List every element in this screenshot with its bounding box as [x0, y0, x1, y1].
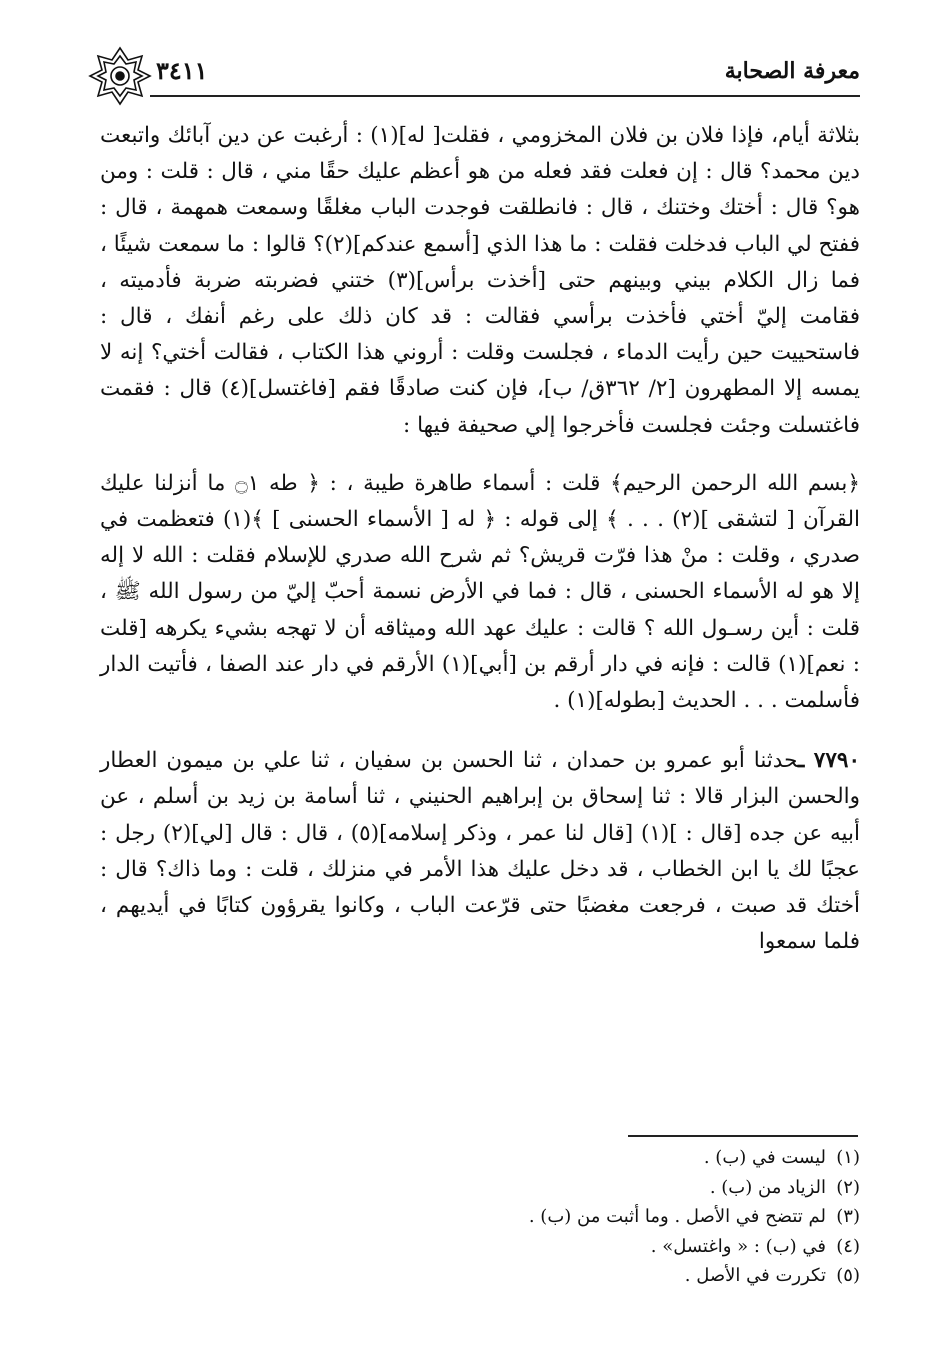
- footnote-number: (٤): [836, 1235, 860, 1257]
- footnote: [360, 1202, 860, 1232]
- paragraph-hadith: [100, 743, 860, 960]
- book-title: معرفة الصحابة: [724, 58, 860, 84]
- footnote-number: (٥): [836, 1265, 860, 1286]
- footnote-number: (٢): [836, 1176, 860, 1198]
- paragraph-quran: ﴿بسم الله الرحمن الرحيم﴾ قلت : أسماء طاهرة طيبة ، : ﴿ طه ۝١ ما أنزلنا عليك القرآن [ لتشقى ](٢) . . . ﴾ إلى قوله : ﴿ له [ الأسماء الحسنى ] ﴾(١) فتعظمت في صدري ، وقلت : منْ هذا فرّت قريش؟ ثم شرح الله صدري للإسلام فقلت : الله لا إله إلا هو له الأسماء الحسنى ، قال : فما في الأرض نسمة أحبّ إليّ من رسول الله ﷺ ، قلت : أين رسـول الله ؟ قالت : عليك عهد الله وميثاقه أن لا تهجه بشيء يكرهه [قلت : نعم](١) قالت : فإنه في دار أرقم بن [أبي](١) الأرقم في دار عند الصفا ، فأتيت الدار فأسلمت . . . الحديث [بطوله](١) .: [100, 470, 860, 714]
- footnote-text: الزياد من (ب) .: [709, 1176, 826, 1198]
- footnote: [360, 1261, 860, 1291]
- footnote: [360, 1232, 860, 1262]
- hadith-number: ٧٧٩٠ ـ: [797, 748, 860, 774]
- star-ornament-icon: [88, 44, 152, 108]
- footnote-rule: [628, 1135, 858, 1137]
- page-number: ٣٤١١: [156, 56, 208, 85]
- footnotes: [360, 1143, 860, 1291]
- footnote-text: ليست في (ب) .: [703, 1147, 826, 1168]
- footnote-text: تكررت في الأصل .: [684, 1265, 826, 1286]
- paragraph-narrative: بثلاثة أيام، فإذا فلان بن فلان المخزومي ، فقلت[ له](١) : أرغبت عن دين آبائك واتبعت دين محمد؟ قال : إن فعلت فقد فعله من هو أعظم عليك حقًا مني ، قال : قلت : ومن هو؟ قال : أختك وختنك ، قال : فانطلقت فوجدت الباب مغلقًا وسمعت همهمة ، قال : ففتح لي الباب فدخلت فقلت : ما هذا الذي [أسمع عندكم](٢)؟ قالوا : ما سمعت شيئًا ، فما زال الكلام بيني وبينهم حتى [أخذت برأس](٣) ختني فضربته ضربة فأدميته ، فقامت إليّ أختي فأخذت برأسي فقالت : قد كان ذلك على رغم أنفك ، قال : فاستحييت حين رأيت الدماء ، فجلست وقلت : أروني هذا الكتاب ، فقالت أختي؟ إنه لا يمسه إلا المطهرون [٢/ ٣٦٢ق/ ب]، فإن كنت صادقًا فقم [فاغتسل](٤) قال : فقمت فاغتسلت وجئت فجلست فأخرجوا إلي صحيفة فيها :: [100, 123, 861, 438]
- header-rule: [150, 95, 860, 97]
- footnote-text: لم تتضح في الأصل . وما أثبت من (ب) .: [528, 1206, 826, 1227]
- footnote: [360, 1173, 860, 1203]
- footnote-number: (٣): [836, 1206, 860, 1227]
- hadith-text: حدثنا أبو عمرو بن حمدان ، ثنا الحسن بن سفيان ، ثنا علي بن ميمون العطار والحسن البزار قالا : ثنا إسحاق بن إبراهيم الحنيني ، ثنا أسامة بن زيد بن أسلم ، عن أبيه عن جده [قال : ](١) [قال لنا عمر ، وذكر إسلامه](٥) ، قال : قال [لي](٢) رجل : عجبًا لك يا ابن الخطاب ، قد دخل عليك هذا الأمر في منزلك ، قلت : وما ذاك؟ قال : أختك قد صبت ، فرجعت مغضبًا حتى قرّعت الباب ، وكانوا يقرؤون كتابًا في أيديهم ، فلما سمعوا: [100, 748, 860, 955]
- footnote: [360, 1143, 860, 1173]
- footnote-number: (١): [836, 1147, 860, 1168]
- main-text: [100, 118, 860, 960]
- footnote-text: في (ب) : « واغتسل» .: [650, 1235, 826, 1257]
